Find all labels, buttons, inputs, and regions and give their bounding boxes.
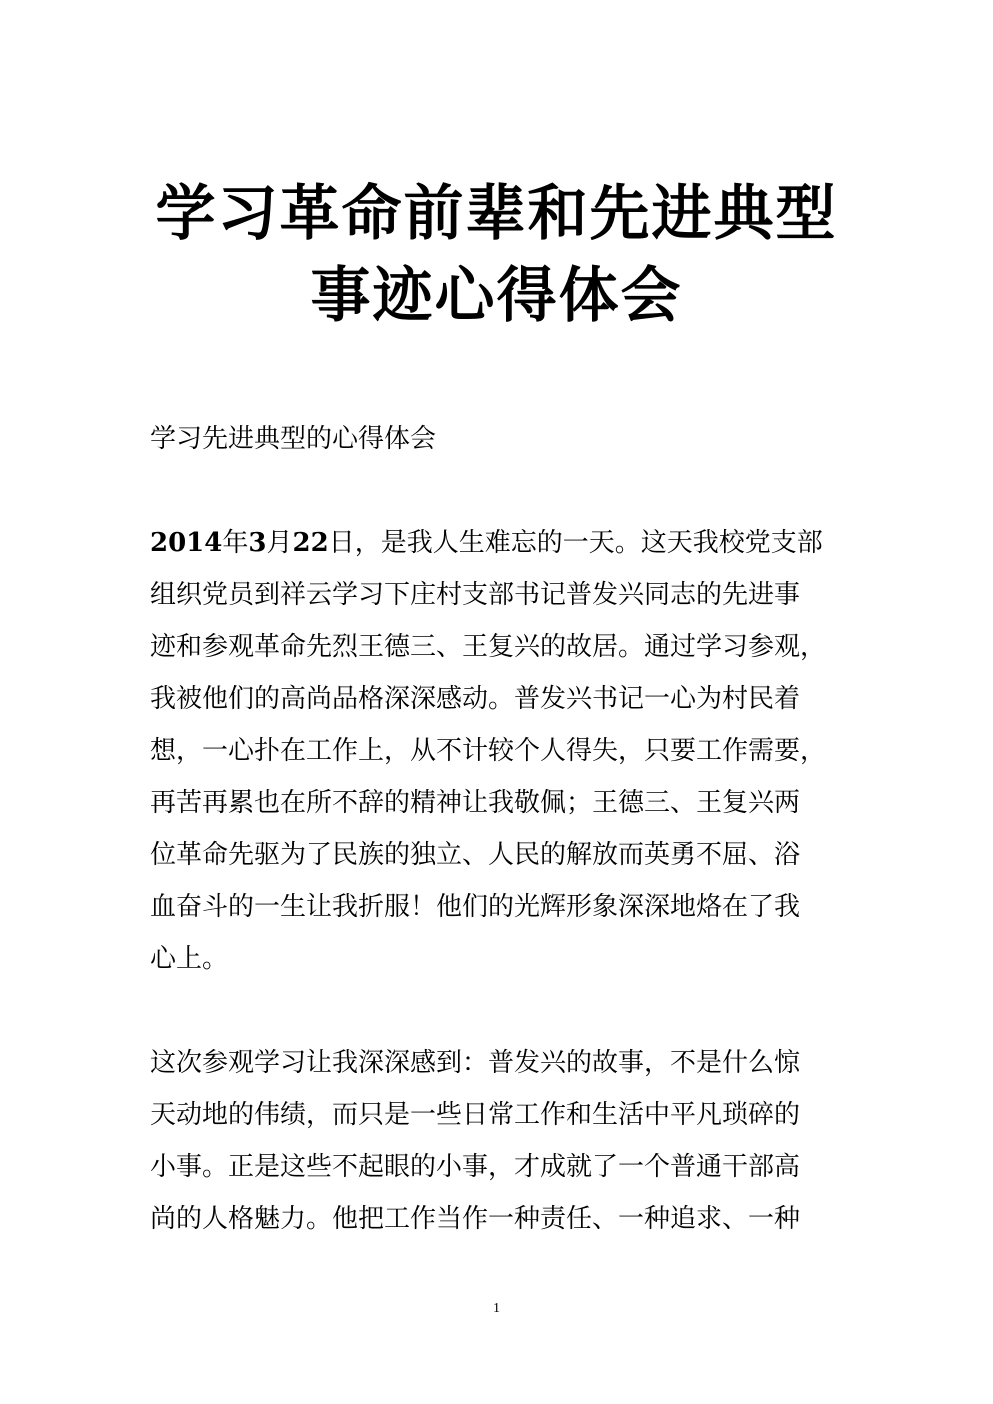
document-title-line-1: 学习革命前辈和先进典型 (155, 179, 838, 249)
year-number: 2014 (150, 528, 223, 558)
day-number: 22 (292, 528, 329, 558)
line-1-rest: 日，是我人生难忘的一天。这天我校党支部 (328, 528, 823, 558)
paragraph-2-line-4: 尚的人格魅力。他把工作当作一种责任、一种追求、一种 (150, 1204, 801, 1234)
paragraph-1-line-8: 血奋斗的一生让我折服！他们的光辉形象深深地烙在了我 (150, 892, 801, 922)
paragraph-1-line-5: 想，一心扑在工作上，从不计较个人得失，只要工作需要， (150, 736, 827, 766)
page-number: 1 (493, 1301, 500, 1316)
paragraph-1-line-6: 再苦再累也在所不辞的精神让我敬佩；王德三、王复兴两 (150, 788, 801, 818)
document-subtitle: 学习先进典型的心得体会 (150, 424, 437, 454)
month-char: 月 (266, 528, 293, 558)
document-title-line-2: 事迹心得体会 (310, 261, 683, 331)
paragraph-1-line-3: 迹和参观革命先烈王德三、王复兴的故居。通过学习参观， (150, 632, 827, 662)
month-number: 3 (248, 528, 267, 558)
paragraph-1-line-1 (150, 525, 850, 561)
year-char: 年 (222, 528, 249, 558)
paragraph-2-line-1: 这次参观学习让我深深感到：普发兴的故事，不是什么惊 (150, 1048, 801, 1078)
paragraph-1-line-2: 组织党员到祥云学习下庄村支部书记普发兴同志的先进事 (150, 580, 801, 610)
paragraph-1-line-4: 我被他们的高尚品格深深感动。普发兴书记一心为村民着 (150, 684, 801, 714)
paragraph-2-line-2: 天动地的伟绩，而只是一些日常工作和生活中平凡琐碎的 (150, 1100, 801, 1130)
paragraph-1-line-7: 位革命先驱为了民族的独立、人民的解放而英勇不屈、浴 (150, 840, 801, 870)
paragraph-1-line-9: 心上。 (150, 944, 229, 974)
paragraph-2-line-3: 小事。正是这些不起眼的小事，才成就了一个普通干部高 (150, 1152, 801, 1182)
